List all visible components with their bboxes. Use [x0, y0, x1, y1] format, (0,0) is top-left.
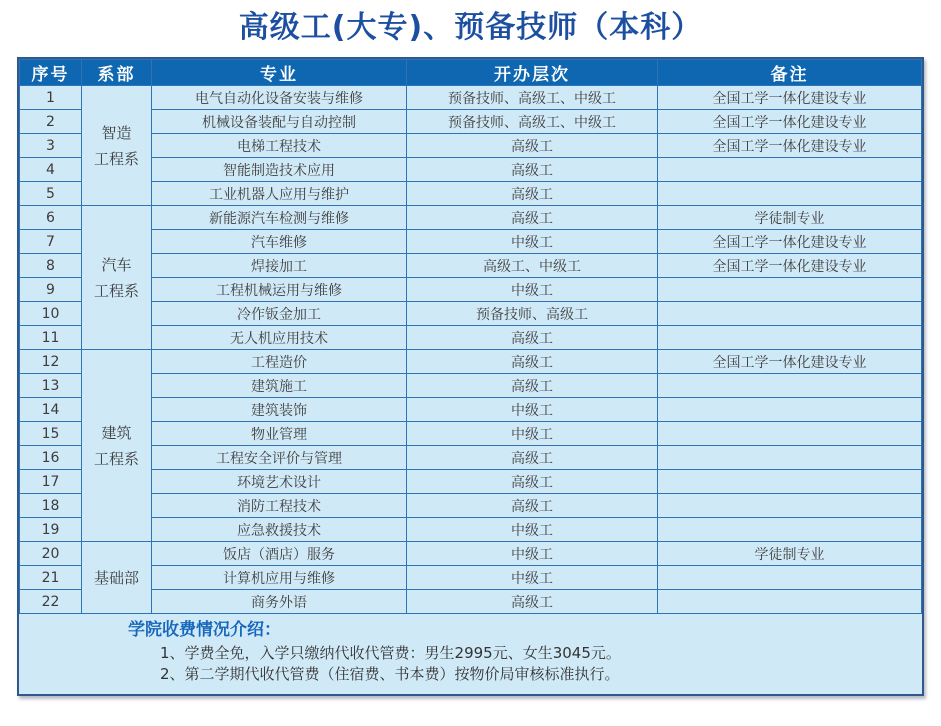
- remark-cell: 全国工学一体化建设专业: [658, 134, 922, 158]
- major-cell: 环境艺术设计: [152, 470, 407, 494]
- department-cell: 基础部: [82, 542, 152, 614]
- major-cell: 机械设备装配与自动控制: [152, 110, 407, 134]
- row-number-cell: 16: [20, 446, 82, 470]
- major-cell: 工业机器人应用与维护: [152, 182, 407, 206]
- table-row: [20, 374, 922, 398]
- remark-cell: [658, 518, 922, 542]
- level-cell: 预备技师、高级工: [407, 302, 658, 326]
- table-row: [20, 326, 922, 350]
- remark-cell: 全国工学一体化建设专业: [658, 110, 922, 134]
- major-cell: 物业管理: [152, 422, 407, 446]
- level-cell: 中级工: [407, 542, 658, 566]
- col-header-no: 序号: [20, 60, 82, 86]
- row-number-cell: 9: [20, 278, 82, 302]
- level-cell: 高级工: [407, 182, 658, 206]
- major-cell: 新能源汽车检测与维修: [152, 206, 407, 230]
- level-cell: 预备技师、高级工、中级工: [407, 110, 658, 134]
- row-number-cell: 19: [20, 518, 82, 542]
- row-number-cell: 10: [20, 302, 82, 326]
- table-row: [20, 278, 922, 302]
- remark-cell: [658, 470, 922, 494]
- table-row: [20, 206, 922, 230]
- major-cell: 汽车维修: [152, 230, 407, 254]
- row-number-cell: 3: [20, 134, 82, 158]
- table-row: [20, 110, 922, 134]
- major-cell: 计算机应用与维修: [152, 566, 407, 590]
- table-row: [20, 494, 922, 518]
- level-cell: 中级工: [407, 518, 658, 542]
- row-number-cell: 1: [20, 86, 82, 110]
- major-cell: 智能制造技术应用: [152, 158, 407, 182]
- level-cell: 高级工: [407, 134, 658, 158]
- row-number-cell: 6: [20, 206, 82, 230]
- major-cell: 焊接加工: [152, 254, 407, 278]
- remark-cell: [658, 182, 922, 206]
- col-header-major: 专业: [152, 60, 407, 86]
- department-cell: 汽车 工程系: [82, 206, 152, 350]
- table-row: [20, 302, 922, 326]
- fees-section: [19, 614, 922, 694]
- row-number-cell: 4: [20, 158, 82, 182]
- level-cell: 高级工: [407, 158, 658, 182]
- major-cell: 消防工程技术: [152, 494, 407, 518]
- level-cell: 高级工: [407, 350, 658, 374]
- programs-table: [19, 59, 922, 614]
- remark-cell: [658, 566, 922, 590]
- level-cell: 中级工: [407, 278, 658, 302]
- table-row: [20, 230, 922, 254]
- major-cell: 商务外语: [152, 590, 407, 614]
- major-cell: 冷作钣金加工: [152, 302, 407, 326]
- level-cell: 中级工: [407, 422, 658, 446]
- remark-cell: 全国工学一体化建设专业: [658, 350, 922, 374]
- table-row: [20, 590, 922, 614]
- fees-line-1: 1、学费全免，入学只缴纳代收代管费：男生2995元、女生3045元。: [160, 644, 621, 662]
- programs-table-container: [17, 57, 924, 696]
- level-cell: 高级工: [407, 374, 658, 398]
- row-number-cell: 20: [20, 542, 82, 566]
- level-cell: 中级工: [407, 398, 658, 422]
- remark-cell: [658, 374, 922, 398]
- remark-cell: 全国工学一体化建设专业: [658, 86, 922, 110]
- major-cell: 饭店（酒店）服务: [152, 542, 407, 566]
- row-number-cell: 22: [20, 590, 82, 614]
- level-cell: 高级工: [407, 590, 658, 614]
- remark-cell: [658, 446, 922, 470]
- level-cell: 高级工: [407, 470, 658, 494]
- level-cell: 高级工、中级工: [407, 254, 658, 278]
- row-number-cell: 17: [20, 470, 82, 494]
- table-row: [20, 518, 922, 542]
- level-cell: 预备技师、高级工、中级工: [407, 86, 658, 110]
- major-cell: 建筑施工: [152, 374, 407, 398]
- remark-cell: [658, 398, 922, 422]
- row-number-cell: 7: [20, 230, 82, 254]
- page-title: 高级工(大专)、预备技师（本科）: [238, 10, 703, 45]
- major-cell: 建筑装饰: [152, 398, 407, 422]
- level-cell: 高级工: [407, 494, 658, 518]
- table-row: [20, 350, 922, 374]
- remark-cell: [658, 158, 922, 182]
- row-number-cell: 14: [20, 398, 82, 422]
- fees-heading: 学院收费情况介绍：: [128, 620, 281, 640]
- remark-cell: 全国工学一体化建设专业: [658, 254, 922, 278]
- major-cell: 工程机械运用与维修: [152, 278, 407, 302]
- major-cell: 电梯工程技术: [152, 134, 407, 158]
- header-row: [20, 60, 922, 86]
- major-cell: 工程造价: [152, 350, 407, 374]
- table-row: [20, 422, 922, 446]
- table-row: [20, 446, 922, 470]
- col-header-level: 开办层次: [407, 60, 658, 86]
- remark-cell: [658, 278, 922, 302]
- level-cell: 中级工: [407, 566, 658, 590]
- remark-cell: [658, 302, 922, 326]
- remark-cell: 全国工学一体化建设专业: [658, 230, 922, 254]
- remark-cell: 学徒制专业: [658, 206, 922, 230]
- level-cell: 高级工: [407, 446, 658, 470]
- row-number-cell: 21: [20, 566, 82, 590]
- row-number-cell: 2: [20, 110, 82, 134]
- table-row: [20, 86, 922, 110]
- department-cell: 建筑 工程系: [82, 350, 152, 542]
- row-number-cell: 13: [20, 374, 82, 398]
- table-row: [20, 566, 922, 590]
- col-header-dept: 系部: [82, 60, 152, 86]
- remark-cell: 学徒制专业: [658, 542, 922, 566]
- table-row: [20, 398, 922, 422]
- remark-cell: [658, 326, 922, 350]
- major-cell: 工程安全评价与管理: [152, 446, 407, 470]
- table-row: [20, 134, 922, 158]
- table-row: [20, 542, 922, 566]
- remark-cell: [658, 494, 922, 518]
- table-row: [20, 470, 922, 494]
- table-row: [20, 158, 922, 182]
- level-cell: 中级工: [407, 230, 658, 254]
- level-cell: 高级工: [407, 206, 658, 230]
- row-number-cell: 8: [20, 254, 82, 278]
- remark-cell: [658, 422, 922, 446]
- row-number-cell: 5: [20, 182, 82, 206]
- major-cell: 无人机应用技术: [152, 326, 407, 350]
- row-number-cell: 15: [20, 422, 82, 446]
- table-row: [20, 182, 922, 206]
- row-number-cell: 12: [20, 350, 82, 374]
- row-number-cell: 18: [20, 494, 82, 518]
- level-cell: 高级工: [407, 326, 658, 350]
- row-number-cell: 11: [20, 326, 82, 350]
- col-header-remark: 备注: [658, 60, 922, 86]
- remark-cell: [658, 590, 922, 614]
- major-cell: 应急救援技术: [152, 518, 407, 542]
- fees-line-2: 2、第二学期代收代管费（住宿费、书本费）按物价局审核标准执行。: [160, 665, 620, 683]
- major-cell: 电气自动化设备安装与维修: [152, 86, 407, 110]
- department-cell: 智造 工程系: [82, 86, 152, 206]
- table-row: [20, 254, 922, 278]
